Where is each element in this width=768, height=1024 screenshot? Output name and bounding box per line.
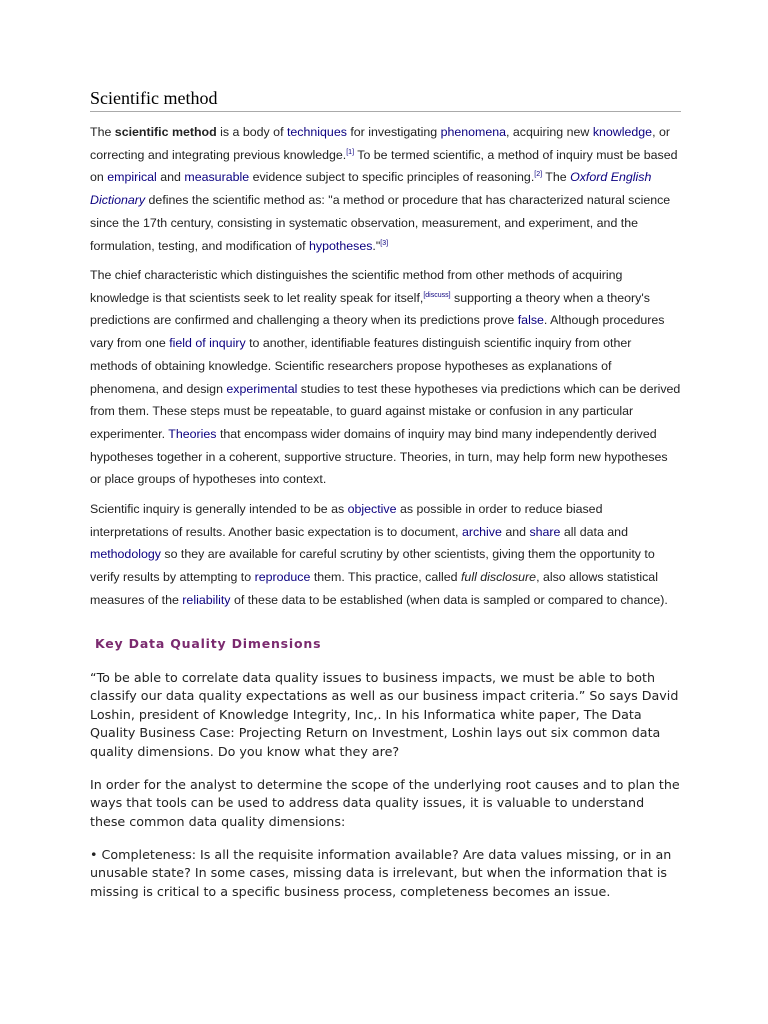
text-run: , also allows statistical measures of the [90, 570, 658, 607]
text-run: of these data to be established (when data is sampled or compared to chance). [230, 592, 668, 607]
link-knowledge[interactable]: knowledge [592, 125, 653, 139]
text-run: all data and [560, 524, 628, 539]
text-run: Scientific inquiry is generally intended to be as [90, 502, 348, 516]
link-phenomena[interactable]: phenomena [440, 125, 507, 139]
italic-term: full disclosure [460, 570, 537, 585]
link-methodology[interactable]: methodology [90, 547, 161, 562]
link-objective[interactable]: objective [347, 502, 397, 516]
text-run: for investigating [346, 125, 441, 139]
loshin-quote-paragraph: “To be able to correlate data quality issues to business impacts, we must be able to both classify our data quality expectations as well as our business impact criteria.” So says David Loshin, president of Knowledge Integrity, Inc,. In his Informatica white paper, The Data Quality Business Case: Projecting Return on Investment, Loshin lays out six common data quality dimensions. Do you know what they are? [90, 670, 679, 759]
text-run: so they are available for careful scrutiny by other scientists, giving them the opportunity to verify results by attempting to [90, 547, 655, 585]
text-run: supporting a theory when a theory's predictions are confirmed and challenging a theory when its predictions prove [90, 290, 650, 328]
text-run: , or correcting and integrating previous knowledge. [90, 125, 670, 162]
text-run: and [501, 524, 530, 539]
section-heading: Key Data Quality Dimensions [95, 636, 322, 651]
reference-2[interactable]: [2] [534, 171, 543, 179]
link-techniques[interactable]: techniques [286, 125, 347, 139]
link-empirical[interactable]: empirical [107, 170, 157, 185]
link-field-of-inquiry[interactable]: field of inquiry [169, 336, 246, 351]
text-run: and [156, 170, 185, 185]
link-hypotheses[interactable]: hypotheses [309, 238, 373, 253]
text-run: To be termed scientific, a method of inquiry must be based on [90, 147, 678, 185]
bold-term: scientific method [114, 125, 217, 139]
reference-3[interactable]: [3] [380, 239, 389, 247]
title-divider [90, 111, 681, 112]
inquiry-paragraph [90, 498, 681, 612]
article-title: Scientific method [90, 88, 218, 108]
text-run: to another, identifiable features distinguish scientific inquiry from other methods of obtaining knowledge. Scientific researchers propose hypotheses as explanations of phenomena, and design [90, 336, 632, 396]
scope-paragraph: In order for the analyst to determine the scope of the underlying root causes and to plan the ways that tools can be used to address data quality issues, it is valuable to understand these common data quality dimensions: [90, 777, 680, 829]
text-run: evidence subject to specific principles of reasoning. [249, 170, 535, 185]
text-run: that encompass wider domains of inquiry may bind many independently derived hypotheses together in a coherent, supportive structure. Theories, in turn, may help form new hypotheses or place groups of hypotheses into context. [90, 426, 668, 487]
text-run: . Although procedures vary from one [90, 313, 665, 351]
text-run: ." [372, 238, 381, 253]
text-run: The chief characteristic which distinguishes the scientific method from other methods of acquiring knowledge is that scientists seek to let reality speak for itself, [90, 268, 623, 305]
text-run: defines the scientific method as: "a method or procedure that has characterized natural science since the 17th century, consisting in systematic observation, measurement, and experiment, and the formulation, testing, and modification of [90, 193, 671, 253]
text-run: them. This practice, called [310, 570, 461, 585]
link-experimental[interactable]: experimental [226, 381, 298, 396]
link-reproduce[interactable]: reproduce [254, 570, 311, 585]
text-run: as possible in order to reduce biased interpretations of results. Another basic expectation is to document, [90, 502, 603, 539]
link-false[interactable]: false [517, 313, 544, 328]
characteristics-paragraph [90, 264, 681, 491]
link-archive[interactable]: archive [461, 524, 502, 539]
link-reliability[interactable]: reliability [182, 592, 231, 607]
text-run: is a body of [216, 125, 287, 139]
link-oxford-english-dictionary[interactable]: Oxford English Dictionary [90, 170, 652, 208]
link-share[interactable]: share [529, 524, 561, 539]
link-measurable[interactable]: measurable [184, 170, 250, 185]
discuss-link[interactable]: [discuss] [423, 291, 451, 299]
reference-1[interactable]: [1] [346, 148, 355, 156]
link-theories[interactable]: Theories [168, 426, 217, 441]
text-run: studies to test these hypotheses via predictions which can be derived from them. These steps must be repeatable, to guard against mistake or confusion in any particular experimenter. [90, 381, 681, 441]
text-run: The [90, 125, 115, 139]
completeness-bullet: • Completeness: Is all the requisite information available? Are data values missing, or in an unusable state? In some cases, missing data is irrelevant, but when the information that is missing is critical to a specific business process, completeness becomes an issue. [90, 847, 672, 899]
text-run: , acquiring new [506, 125, 593, 139]
intro-paragraph [90, 121, 681, 257]
text-run: The [542, 170, 571, 185]
